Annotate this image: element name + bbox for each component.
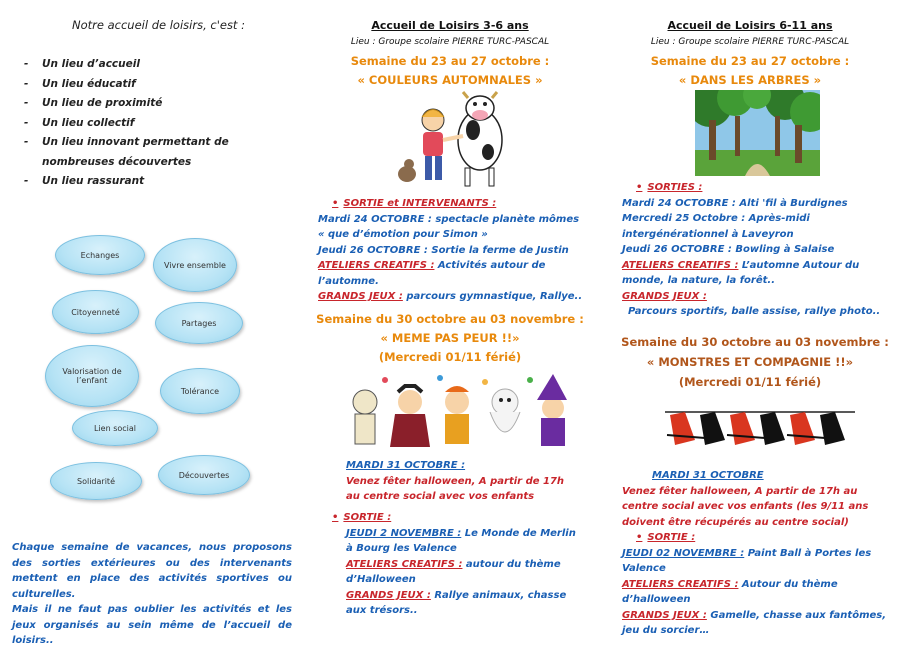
sorties-label: • SORTIES : [622,180,897,196]
week-theme: « MEME PAS PEUR !!» [380,331,520,345]
activities-week2 [622,468,897,639]
activity-line [622,546,897,577]
forest-illustration [695,90,820,176]
list-item: - Un lieu éducatif [24,75,289,95]
list-item: - Un lieu rassurant [24,172,289,192]
week-theme: « MONSTRES ET COMPAGNIE !!» [646,355,854,369]
intro-list [24,55,289,192]
week-theme: « DANS LES ARBRES » [678,73,822,87]
grands2-label: GRANDS JEUX : [346,589,431,601]
mardi31-label: MARDI 31 OCTOBRE [652,470,764,481]
week-heading: Semaine du 30 octobre au 03 novembre : [316,312,584,326]
jeudi2-label: JEUDI 2 NOVEMBRE : [346,527,462,539]
sortie2-label: • SORTIE : [622,530,897,546]
intro-footer [12,540,292,649]
location: Lieu : Groupe scolaire PIERRE TURC-PASCAL [650,37,850,47]
activity-line: Mardi 24 OCTOBRE : spectacle planète mômes [318,213,580,225]
footer-paragraph: Chaque semaine de vacances, nous proposons des sorties extérieures ou des intervenants mettent en place des activités sportives ou culturelles. [12,542,292,600]
bubble-vivre-ensemble: Vivre ensemble [153,238,237,292]
holiday-note: (Mercredi 01/11 férié) [678,375,822,389]
grands-jeux-label: GRANDS JEUX : [622,290,707,302]
activity-line [622,577,897,608]
activity-line [318,289,598,305]
activities-week2 [346,458,581,505]
ateliers-label: ATELIERS CREATIFS : [622,259,739,271]
activity-line [622,608,897,639]
grands-jeux-text: Parcours sportifs, balle assise, rallye photo.. [628,306,881,317]
child-cow-illustration [385,90,525,190]
grands2-text: Gamelle, chasse aux fantômes, jeu du sorcier… [622,609,887,636]
activity-line [332,588,584,619]
list-item: - Un lieu d’accueil [24,55,289,75]
list-item: - Un lieu innovant permettant de nombreuses découvertes [24,133,289,172]
bubble-partages: Partages [155,302,243,344]
halloween-text: Venez fêter halloween, A partir de 17h au centre social avec vos enfants [346,475,565,502]
section-title: Accueil de Loisirs 6-11 ans [667,19,833,32]
activity-line: Mercredi 25 Octobre : Après-midi intergénérationnel à Laveyron [622,213,810,240]
ateliers2-text: autour du thème d’Halloween [346,558,561,585]
grands2-label: GRANDS JEUX : [622,609,707,621]
jeudi2-label: JEUDI 02 NOVEMBRE : [622,547,745,559]
list-item: - Un lieu collectif [24,114,289,134]
activity-line [622,258,897,289]
grands-jeux-label: GRANDS JEUX : [318,291,403,302]
jeudi2-text: Paint Ball à Portes les Valence [622,547,872,574]
footer-paragraph: Mais il ne faut pas oublier les activités et les jeux organisés au sein même de l’accueil de loisirs.. [12,604,292,646]
activity-line [318,258,598,289]
activity-line [332,557,584,588]
activity-line: Jeudi 26 OCTOBRE : Sortie la ferme de Justin [318,244,569,256]
ateliers2-label: ATELIERS CREATIFS : [622,578,739,590]
list-item: - Un lieu de proximité [24,94,289,114]
bubble-solidarite: Solidarité [50,462,142,500]
witches-illustration [665,400,855,450]
holiday-note: (Mercredi 01/11 férié) [378,350,522,364]
bubble-echanges: Echanges [55,235,145,275]
sortie2-label: • SORTIE : [332,510,584,526]
section-title: Accueil de Loisirs 3-6 ans [371,19,529,32]
activity-line: Jeudi 26 OCTOBRE : Bowling à Salaise [622,244,835,255]
ateliers-text: Activités autour de l’automne. [318,260,546,287]
activities-week1 [318,196,598,305]
week-heading: Semaine du 23 au 27 octobre : [650,54,850,68]
bubble-decouvertes: Découvertes [158,455,250,495]
grands2-text: Rallye animaux, chasse aux trésors.. [346,589,567,616]
column-3-6-ans [300,0,600,637]
sortie-label: • SORTIE et INTERVENANTS : [318,196,598,212]
ateliers2-text: Autour du thème d’halloween [622,578,838,605]
activities-week1 [622,180,897,320]
ateliers-label: ATELIERS CREATIFS : [318,260,435,271]
bubble-lien-social: Lien social [72,410,158,446]
activity-line: « que d’émotion pour Simon » [318,229,488,240]
week-theme: « COULEURS AUTOMNALES » [357,73,543,87]
activities-week2-sortie [332,510,584,619]
ateliers2-label: ATELIERS CREATIFS : [346,558,463,570]
jeudi2-text: Le Monde de Merlin à Bourg les Valence [346,527,576,554]
halloween-kids-illustration [345,372,580,452]
week-heading: Semaine du 30 octobre au 03 novembre : [621,335,889,349]
column-6-11-ans [600,0,900,637]
activity-line: Mardi 24 OCTOBRE : Alti 'fil à Burdignes [622,197,848,209]
bubble-tolerance: Tolérance [160,368,240,414]
activity-line [332,526,584,557]
bubble-valorisation: Valorisation de l’enfant [45,345,139,407]
grands-jeux-text: parcours gymnastique, Rallye.. [402,291,583,302]
ateliers-text: L’automne Autour du monde, la nature, la forêt.. [622,259,860,286]
bubble-citoyennete: Citoyenneté [52,290,139,334]
week-heading: Semaine du 23 au 27 octobre : [350,54,550,68]
location: Lieu : Groupe scolaire PIERRE TURC-PASCAL [350,37,550,47]
halloween-text: Venez fêter halloween, A partir de 17h au centre social avec vos enfants (les 9/11 ans doivent être récupérés au centre social) [622,485,869,528]
intro-title: Notre accueil de loisirs, c'est : [72,18,245,32]
mardi31-label: MARDI 31 OCTOBRE : [346,460,466,471]
column-intro [0,0,300,646]
